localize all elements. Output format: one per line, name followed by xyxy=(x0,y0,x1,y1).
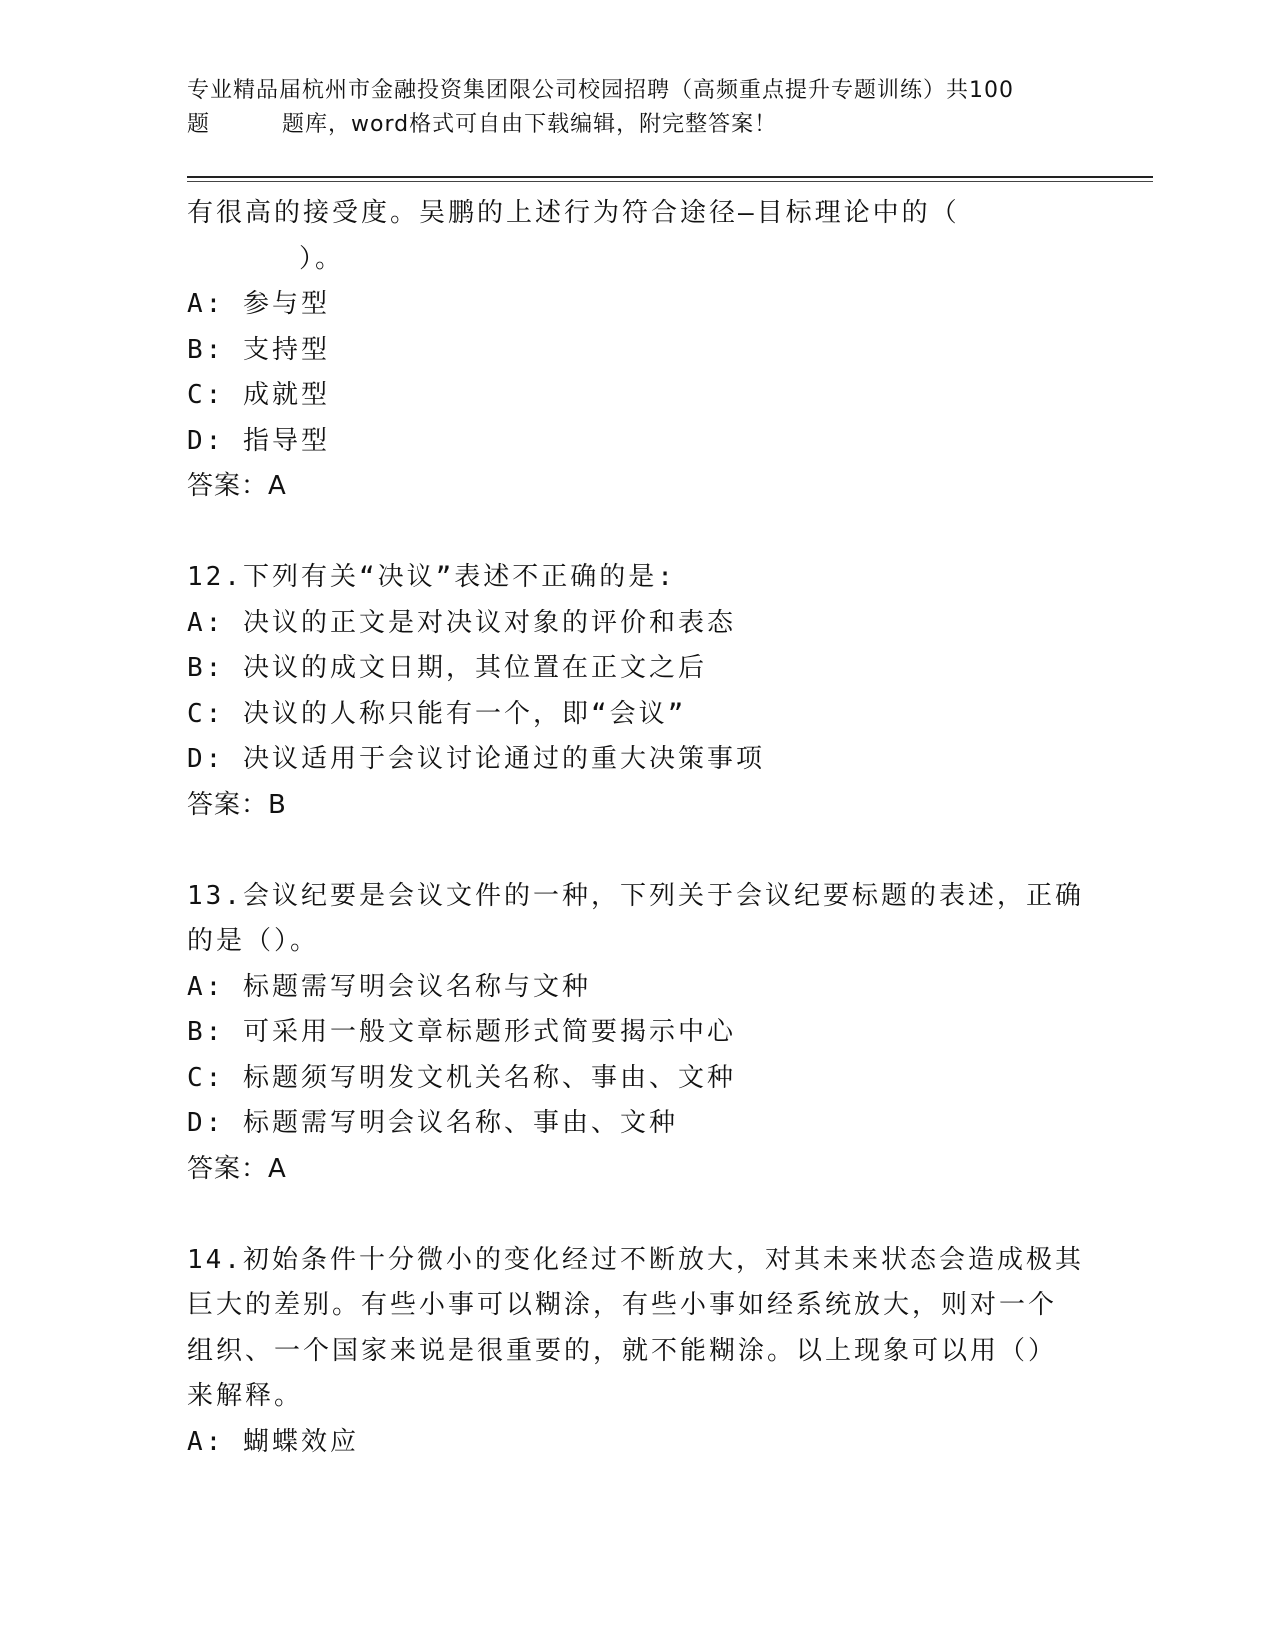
question-11-option-d: D: 指导型 xyxy=(187,425,330,456)
question-12-option-d: D: 决议适用于会议讨论通过的重大决策事项 xyxy=(187,744,765,774)
question-13-text-line-2: 的是（）。 xyxy=(187,926,320,956)
header-rule-thick xyxy=(187,176,1153,178)
question-spacer xyxy=(187,1192,1087,1238)
question-14-option-a: A: 蝴蝶效应 xyxy=(187,1426,359,1457)
page-header xyxy=(187,74,1087,142)
header-title-line-1: 专业精品届杭州市金融投资集团限公司校园招聘（高频重点提升专题训练）共100 xyxy=(187,78,1014,103)
question-12-answer: 答案：B xyxy=(187,789,287,820)
question-12 xyxy=(187,555,1087,828)
question-spacer xyxy=(187,828,1087,874)
header-rule-thin xyxy=(187,181,1153,182)
header-line-2-start: 题 xyxy=(187,112,211,137)
question-14 xyxy=(187,1238,1087,1466)
question-13-option-d: D: 标题需写明会议名称、事由、文种 xyxy=(187,1108,678,1138)
question-13 xyxy=(187,874,1087,1193)
question-14-text-line-2: 巨大的差别。有些小事可以糊涂，有些小事如经系统放大，则对一个 xyxy=(187,1290,1058,1320)
question-11-text-line-1: 有很高的接受度。吴鹏的上述行为符合途径—目标理论中的（ xyxy=(187,198,960,228)
question-11 xyxy=(187,191,1087,510)
question-14-text-line-4: 来解释。 xyxy=(187,1381,304,1411)
question-12-text-line-1: 12.下列有关“决议”表述不正确的是: xyxy=(187,562,676,592)
question-14-text-line-1: 14.初始条件十分微小的变化经过不断放大，对其未来状态会造成极其 xyxy=(187,1244,1084,1275)
question-12-option-a: A: 决议的正文是对决议对象的评价和表态 xyxy=(187,607,736,638)
question-13-text-line-1: 13.会议纪要是会议文件的一种，下列关于会议纪要标题的表述，正确 xyxy=(187,880,1084,911)
question-11-option-b: B: 支持型 xyxy=(187,334,330,365)
question-13-answer: 答案：A xyxy=(187,1153,287,1184)
question-11-option-c: C: 成就型 xyxy=(187,380,330,410)
header-line-2-rest: 题库，word格式可自由下载编辑，附完整答案！ xyxy=(282,112,778,137)
question-11-option-a: A: 参与型 xyxy=(187,289,330,319)
question-11-answer: 答案：A xyxy=(187,471,287,501)
question-13-option-b: B: 可采用一般文章标题形式简要揭示中心 xyxy=(187,1017,736,1047)
header-title-line-2 xyxy=(187,108,1087,142)
question-13-option-c: C: 标题须写明发文机关名称、事由、文种 xyxy=(187,1062,736,1093)
question-12-option-c: C: 决议的人称只能有一个，即“会议” xyxy=(187,698,687,729)
question-14-text-line-3: 组织、一个国家来说是很重要的，就不能糊涂。以上现象可以用（） xyxy=(187,1335,1058,1366)
question-12-option-b: B: 决议的成文日期，其位置在正文之后 xyxy=(187,653,707,683)
question-13-option-a: A: 标题需写明会议名称与文种 xyxy=(187,971,591,1002)
question-spacer xyxy=(187,510,1087,556)
question-11-text-line-2: ）。 xyxy=(299,243,345,274)
question-content xyxy=(187,191,1087,1465)
